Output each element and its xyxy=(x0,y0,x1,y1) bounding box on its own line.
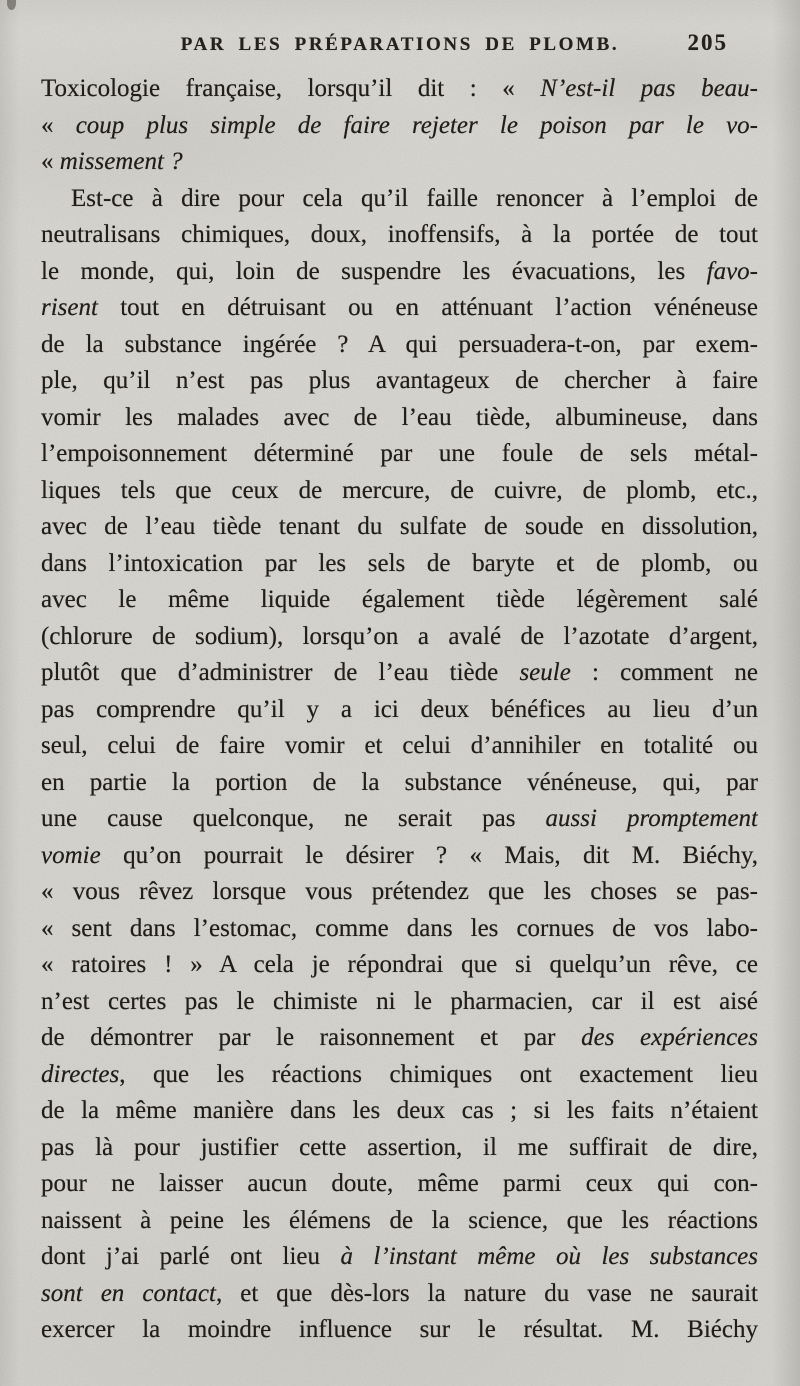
text-segment: seule xyxy=(519,659,571,686)
text-segment: ple, qu’il n’est pas plus avantageux de chercher à faire xyxy=(41,367,758,394)
text-line xyxy=(41,1093,758,1130)
text-line xyxy=(41,947,758,984)
text-segment: Est-ce à dire pour cela qu’il faille renoncer à l’emploi de xyxy=(71,184,758,212)
text-segment: « xyxy=(41,148,60,175)
text-line xyxy=(41,1203,758,1240)
text-segment: de démontrer par le raisonnement et par xyxy=(41,1024,582,1051)
text-segment: une cause quelconque, ne serait pas xyxy=(41,805,546,832)
text-line xyxy=(41,582,758,619)
text-segment: directes xyxy=(41,1060,120,1088)
text-segment: naissent à peine les élémens de la science, que les réactions xyxy=(41,1206,758,1234)
text-segment: pas comprendre qu’il y a ici deux bénéfices au lieu d’un xyxy=(41,695,758,723)
page-number: 205 xyxy=(687,30,728,55)
text-segment: tout en détruisant ou en atténuant l’action vénéneuse xyxy=(97,294,758,321)
text-line xyxy=(41,692,758,729)
text-segment: avec de l’eau tiède tenant du sulfate de soude en dissolution, xyxy=(41,513,758,540)
text-line xyxy=(41,1057,758,1094)
text-segment: aussi promptement xyxy=(545,805,758,832)
text-segment: vomir les malades avec de l’eau tiède, albumineuse, dans xyxy=(41,403,758,431)
text-segment: liques tels que ceux de mercure, de cuivre, de plomb, etc., xyxy=(41,476,758,504)
text-segment: de la substance ingérée ? A qui persuadera-t-on, par exem- xyxy=(41,330,758,358)
text-line xyxy=(41,217,758,254)
text-segment: de la même manière dans les deux cas ; si les faits n’étaient xyxy=(41,1097,758,1124)
running-title: PAR LES PRÉPARATIONS DE PLOMB. xyxy=(180,34,620,55)
text-segment: , que les réactions chimiques ont exactement lieu xyxy=(119,1060,758,1088)
text-block xyxy=(41,71,758,1349)
text-segment: à l’instant même où les substances xyxy=(340,1243,758,1270)
text-segment: missement ? xyxy=(59,148,183,175)
ink-speck xyxy=(7,0,16,10)
text-segment: pas là pour justifier cette assertion, il me suffirait de dire, xyxy=(41,1133,758,1161)
text-line xyxy=(41,181,758,218)
text-segment: sont en contact xyxy=(41,1279,216,1307)
text-line xyxy=(41,911,758,948)
text-segment: vomie xyxy=(41,841,101,869)
text-segment: exercer la moindre influence sur le résultat. M. Biéchy xyxy=(41,1316,758,1343)
text-segment: favo- xyxy=(706,257,758,285)
text-segment: pour ne laisser aucun doute, même parmi ceux qui con- xyxy=(41,1170,758,1197)
text-line xyxy=(41,1312,758,1349)
text-segment: n’est certes pas le chimiste ni le pharmacien, car il est aisé xyxy=(41,987,758,1015)
text-line xyxy=(41,1276,758,1313)
text-segment: « xyxy=(41,111,76,139)
text-segment: : comment ne xyxy=(570,659,758,686)
text-segment: l’empoisonnement déterminé par une foule de sels métal- xyxy=(41,440,758,467)
text-segment: seul, celui de faire vomir et celui d’annihiler en totalité ou xyxy=(41,732,758,759)
text-line xyxy=(41,473,758,510)
text-line xyxy=(41,984,758,1021)
text-line xyxy=(41,655,758,692)
text-segment: N’est-il pas beau- xyxy=(540,75,758,102)
text-line xyxy=(41,400,758,437)
text-segment: (chlorure de sodium), lorsqu’on a avalé de l’azotate d’argent, xyxy=(41,622,758,650)
text-line xyxy=(41,108,758,145)
text-line xyxy=(41,436,758,473)
text-line xyxy=(41,327,758,364)
text-segment: , et que dès-lors la nature du vase ne saurait xyxy=(215,1279,758,1307)
text-line xyxy=(41,290,758,327)
text-line xyxy=(41,1166,758,1203)
text-segment: le monde, qui, loin de suspendre les évacuations, les xyxy=(41,257,707,285)
text-line xyxy=(41,1020,758,1057)
text-line xyxy=(41,765,758,802)
text-segment: dont j’ai parlé ont lieu xyxy=(41,1243,341,1270)
text-line xyxy=(41,838,758,875)
running-header xyxy=(42,34,758,56)
text-segment: qu’on pourrait le désirer ? « Mais, dit M. Biéchy, xyxy=(100,841,758,869)
text-segment: coup plus simple de faire rejeter le poison par le vo- xyxy=(75,111,758,139)
text-segment: Toxicologie française, lorsqu’il dit : « xyxy=(41,75,541,102)
text-segment: en partie la portion de la substance vénéneuse, qui, par xyxy=(41,768,758,796)
text-line xyxy=(41,801,758,838)
text-line xyxy=(41,363,758,400)
text-line xyxy=(41,619,758,656)
text-line xyxy=(41,1239,758,1276)
text-line xyxy=(41,728,758,765)
text-segment: « sent dans l’estomac, comme dans les cornues de vos labo- xyxy=(41,914,758,942)
text-line xyxy=(41,144,758,181)
text-segment: plutôt que d’administrer de l’eau tiède xyxy=(41,659,520,686)
text-line xyxy=(41,509,758,546)
text-line xyxy=(41,254,758,291)
text-segment: « vous rêvez lorsque vous prétendez que les choses se pas- xyxy=(41,878,758,905)
text-segment: avec le même liquide également tiède légèrement salé xyxy=(41,586,758,613)
text-segment: risent xyxy=(41,294,98,321)
text-segment: dans l’intoxication par les sels de baryte et de plomb, ou xyxy=(41,549,758,577)
text-segment: « ratoires ! » A cela je répondrai que si quelqu’un rêve, ce xyxy=(41,951,758,978)
text-line xyxy=(41,874,758,911)
text-line xyxy=(41,1130,758,1167)
text-line xyxy=(41,546,758,583)
text-segment: neutralisans chimiques, doux, inoffensifs, à la portée de tout xyxy=(41,221,758,248)
text-segment: des expériences xyxy=(581,1024,758,1051)
text-line xyxy=(41,71,758,108)
